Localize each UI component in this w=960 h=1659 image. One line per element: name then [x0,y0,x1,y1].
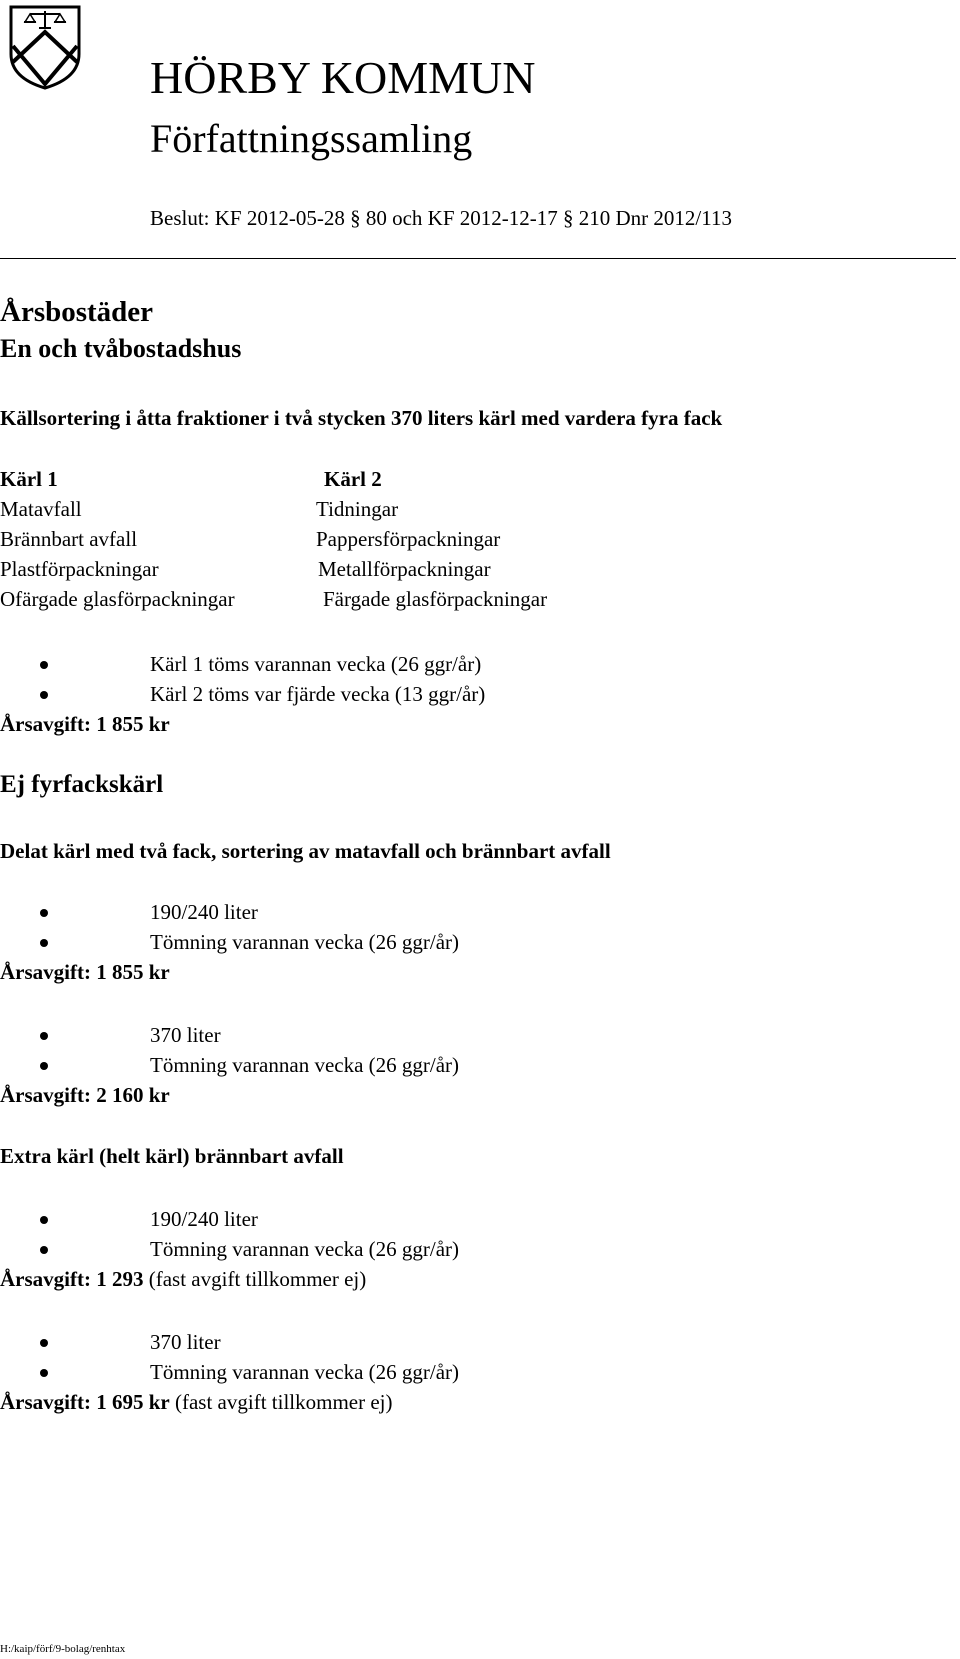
bullet-icon [40,909,48,917]
annual-fee: Årsavgift: 1 695 kr [0,1390,170,1414]
bullet-icon [40,1216,48,1224]
bullet-icon [40,1032,48,1040]
bin2-item: Metallförpackningar [318,557,491,581]
bin2-label: Kärl 2 [324,467,382,491]
bin1-item: Ofärgade glasförpackningar [0,587,235,611]
annual-fee: Årsavgift: 1 855 kr [0,960,170,984]
bin2-item: Färgade glasförpackningar [323,587,548,611]
bin1-item: Plastförpackningar [0,557,159,581]
coat-of-arms-icon [8,4,82,90]
annual-fee: Årsavgift: 1 293 [0,1267,144,1291]
bullet-text: Tömning varannan vecka (26 ggr/år) [150,1053,460,1077]
bin2-item: Tidningar [316,497,399,521]
decision-reference: Beslut: KF 2012-05-28 § 80 och KF 2012-12-17 § 210 Dnr 2012/113 [150,206,732,230]
bullet-text: 190/240 liter [150,1207,258,1231]
bullet-text: 190/240 liter [150,900,258,924]
bullet-text: Kärl 2 töms var fjärde vecka (13 ggr/år) [150,682,486,706]
section-subheading: En och tvåbostadshus [0,334,242,363]
annual-fee-line [0,1266,366,1292]
no-four-subheading: Delat kärl med två fack, sortering av matavfall och brännbart avfall [0,839,611,863]
header-divider [0,258,956,259]
bin1-label: Kärl 1 [0,467,58,491]
fee-note: (fast avgift tillkommer ej) [143,1267,367,1291]
bin1-item: Brännbart avfall [0,527,138,551]
bullet-icon [40,661,48,669]
document-title: HÖRBY KOMMUN [150,52,536,103]
extra-heading: Extra kärl (helt kärl) brännbart avfall [0,1144,344,1168]
bullet-text: 370 liter [150,1023,221,1047]
bin1-item: Matavfall [0,497,82,521]
bullet-text: Tömning varannan vecka (26 ggr/år) [150,1360,460,1384]
annual-fee: Årsavgift: 1 855 kr [0,712,170,736]
bullet-text: Kärl 1 töms varannan vecka (26 ggr/år) [150,652,482,676]
bullet-icon [40,1062,48,1070]
bullet-text: Tömning varannan vecka (26 ggr/år) [150,1237,460,1261]
bullet-text: 370 liter [150,1330,221,1354]
no-four-heading: Ej fyrfackskärl [0,771,164,798]
bullet-icon [40,691,48,699]
bullet-icon [40,1339,48,1347]
document-subtitle: Författningssamling [150,116,473,161]
bullet-icon [40,1369,48,1377]
section-intro: Källsortering i åtta fraktioner i två stycken 370 liters kärl med vardera fyra fack [0,406,723,430]
file-path-footer: H:/kaip/förf/9-bolag/renhtax [0,1643,126,1655]
annual-fee-line [0,1389,393,1415]
bullet-text: Tömning varannan vecka (26 ggr/år) [150,930,460,954]
bullet-icon [40,1246,48,1254]
annual-fee: Årsavgift: 2 160 kr [0,1083,170,1107]
section-heading: Årsbostäder [0,296,154,328]
bullet-icon [40,939,48,947]
bin2-item: Pappersförpackningar [316,527,501,551]
fee-note: (fast avgift tillkommer ej) [169,1390,393,1414]
